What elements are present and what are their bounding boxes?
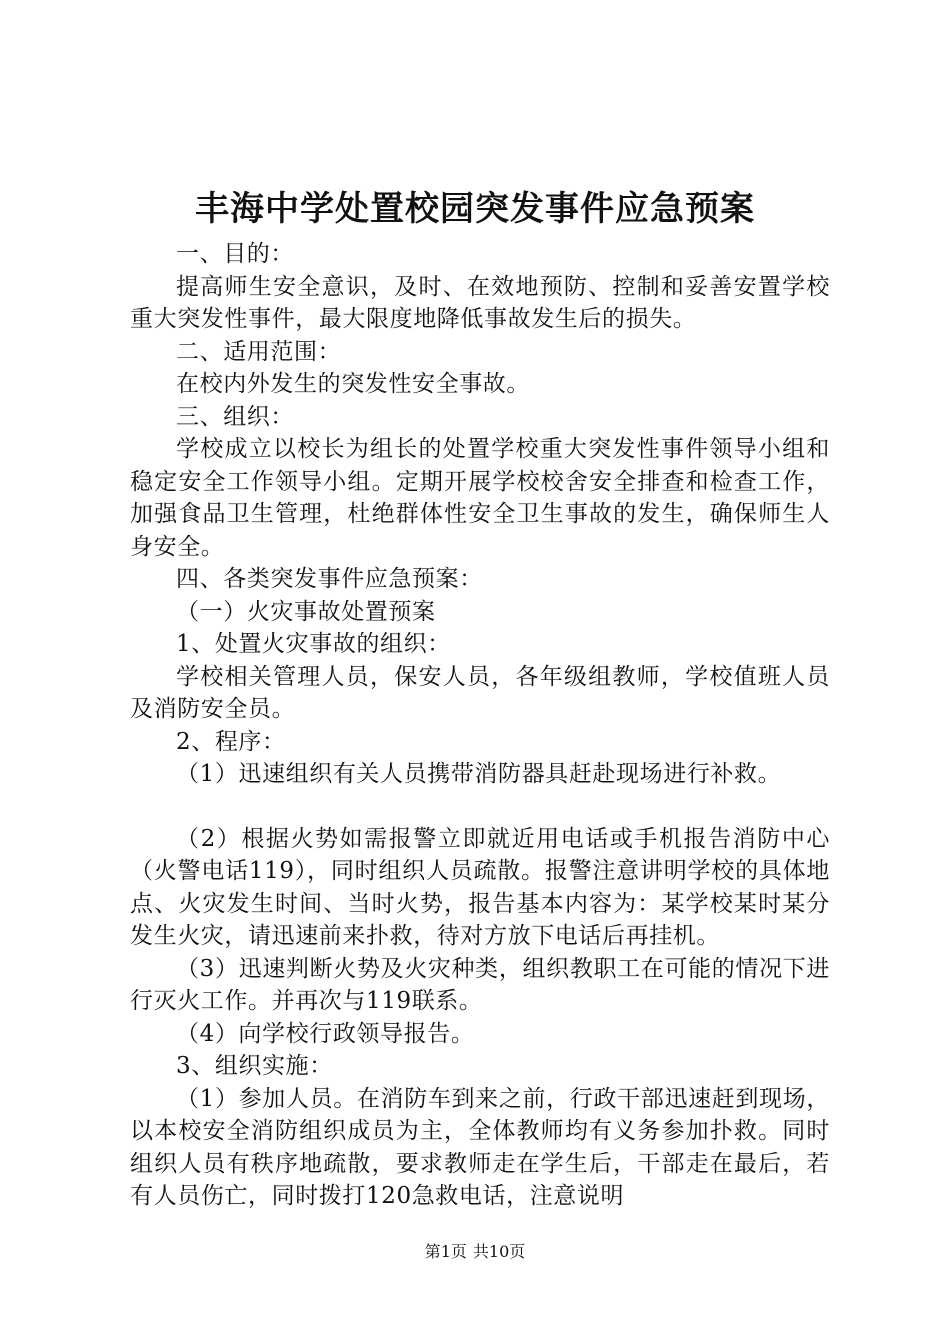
procedure-step-3: （3）迅速判断火势及火灾种类，组织教职工在可能的情况下进行灭火工作。并再次与119联系。 <box>130 955 830 1014</box>
procedure-step-4: （4）向学校行政领导报告。 <box>176 1020 475 1047</box>
subsection-heading-fire: （一）火灾事故处置预案 <box>176 598 436 625</box>
implementation-step-1: （1）参加人员。在消防车到来之前，行政干部迅速赶到现场，以本校安全消防组织成员为主，全体教师均有义务参加扑救。同时组织人员有秩序地疏散，要求教师走在学生后，干部走在最后，若有人员伤亡，同时拨打120急救电话，注意说明 <box>130 1085 830 1209</box>
section-heading-emergency-plans: 四、各类突发事件应急预案： <box>176 566 483 592</box>
paragraph-organization: 学校成立以校长为组长的处置学校重大突发性事件领导小组和稳定安全工作领导小组。定期开展学校校舍安全排查和检查工作，加强食品卫生管理，杜绝群体性安全卫生事故的发生，确保师生人身安全。 <box>130 436 830 560</box>
paragraph-scope: 在校内外发生的突发性安全事故。 <box>176 371 530 397</box>
item-heading-implementation: 3、组织实施： <box>176 1053 333 1079</box>
paragraph-purpose: 提高师生安全意识，及时、在效地预防、控制和妥善安置学校重大突发性事件，最大限度地降低事故发生后的损失。 <box>130 273 830 332</box>
paragraph-fire-organization: 学校相关管理人员，保安人员，各年级组教师，学校值班人员及消防安全员。 <box>130 663 830 722</box>
section-heading-scope: 二、适用范围： <box>176 338 342 365</box>
item-heading-procedure: 2、程序： <box>176 728 286 755</box>
item-heading-fire-organization: 1、处置火灾事故的组织： <box>176 631 451 657</box>
document-title: 丰海中学处置校园突发事件应急预案 <box>195 189 755 229</box>
section-heading-purpose: 一、目的： <box>176 241 294 267</box>
procedure-step-2: （2）根据火势如需报警立即就近用电话或手机报告消防中心（火警电话119），同时组织人员疏散。报警注意讲明学校的具体地点、火灾发生时间、当时火势，报告基本内容为：某学校某时某分发生火灾，请迅速前来扑救，待对方放下电话后再挂机。 <box>130 825 830 949</box>
section-heading-organization: 三、组织： <box>176 403 294 430</box>
page-total: 共10页 <box>472 1242 526 1261</box>
document-body <box>130 238 830 1213</box>
page-footer <box>0 1242 950 1262</box>
page-number: 第1页 <box>424 1242 467 1261</box>
procedure-step-1: （1）迅速组织有关人员携带消防器具赶赴现场进行补救。 <box>176 761 782 787</box>
